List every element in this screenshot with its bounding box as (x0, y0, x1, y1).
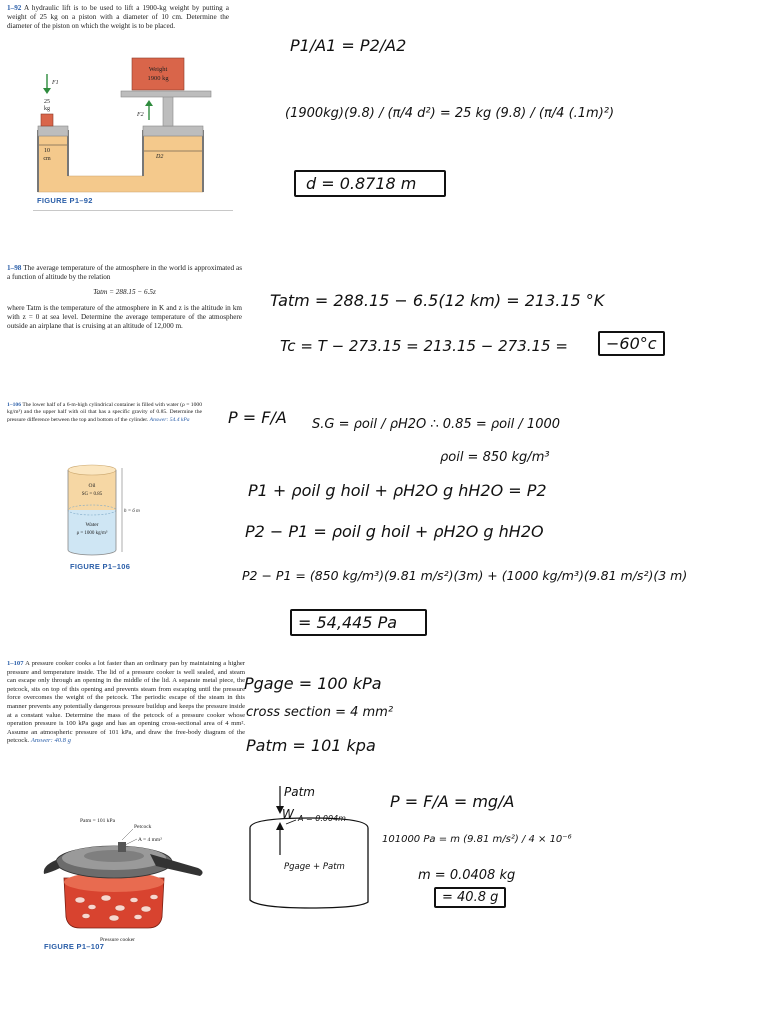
area-label: A = 4 mm² (138, 837, 162, 843)
water-label: Water (85, 522, 99, 528)
problem-number: 1–107 (7, 660, 24, 667)
petcock-label: Petcock (134, 824, 152, 830)
hw-fbd-patm: Patm (284, 785, 315, 799)
weight-mass: 1900 kg (147, 75, 169, 82)
small-weight (41, 114, 53, 126)
small-mass-value: 25 (44, 99, 50, 105)
d1-value: 10 (44, 148, 50, 154)
oil-sg: SG = 0.85 (81, 492, 103, 497)
hw-cross-section: cross section = 4 mm² (246, 705, 394, 720)
problem-statement: A hydraulic lift is to be used to lift a 1900-kg weight by putting a weight of 25 kg on a piston with a diameter of 10 cm. Determine the diameter of the piston on which the weight is to be placed. (7, 4, 229, 31)
problem-statement: The average temperature of the atmosphere in the world is approximated as a function of altitude by the relation (7, 264, 242, 282)
weight-label: Weight (148, 66, 168, 73)
answer-box: d = 0.8718 m (294, 170, 446, 197)
hw-substitution: (1900kg)(9.8) / (π/4 d²) = 25 kg (9.8) / (π/4 (.1m)²) (285, 106, 615, 121)
hw-fbd-area: A = 0.004m (298, 814, 346, 823)
problem-1-92-text (7, 4, 229, 32)
problem-statement: The lower half of a 6-m-high cylindrical container is filled with water (ρ = 1000 kg/m³) and the upper half with oil that has a specific gravity of 0.85. Determine the pressure difference between the top and bottom of the cylinder. (7, 402, 202, 423)
height-label: h = 6 m (124, 509, 140, 514)
hw-difference: P2 − P1 = ρoil g hoil + ρH2O g hH2O (245, 522, 544, 541)
cylinder-figure (60, 462, 170, 562)
problem-number: 1–98 (7, 264, 22, 272)
problem-1-106-text (7, 402, 202, 424)
d2-label: D2 (156, 154, 164, 160)
hw-rho-oil: ρoil = 850 kg/m³ (440, 450, 550, 465)
problem-equation: Tatm = 288.15 − 6.5z (93, 288, 156, 297)
free-body-diagram (240, 780, 380, 915)
figure-caption: FIGURE P1–106 (70, 562, 131, 571)
water-rho: ρ = 1000 kg/m³ (76, 531, 108, 536)
problem-number: 1–106 (7, 402, 21, 408)
hw-substituted: P2 − P1 = (850 kg/m³)(9.81 m/s²)(3m) + (1000 kg/m³)(9.81 m/s²)(3 m) (242, 568, 688, 583)
oil-label: Oil (88, 483, 96, 489)
hw-pgage: Pgage = 100 kPa (244, 674, 382, 693)
hw-patm: Patm = 101 kpa (246, 736, 376, 755)
hw-answer-pressure (290, 613, 427, 632)
pressure-cooker-figure (30, 812, 230, 947)
figure-caption: FIGURE P1–92 (37, 196, 93, 205)
hw-pressure-equality: P1/A1 = P2/A2 (290, 36, 407, 55)
answer-box: −60°c (598, 331, 665, 356)
small-mass-unit: kg (44, 106, 50, 112)
hw-hydrostatic: P1 + ρoil g hoil + ρH2O g hH2O = P2 (248, 481, 547, 500)
hw-tatm: Tatm = 288.15 − 6.5(12 km) = 213.15 °K (270, 291, 605, 310)
patm-label: Patm = 101 kPa (80, 818, 116, 824)
problem-answer: Answer: 40.8 g (30, 737, 71, 745)
answer-box: = 54,445 Pa (290, 609, 427, 636)
hw-fbd-pressure: Pgage + Patm (284, 862, 345, 872)
hw-sg: S.G = ρoil / ρH2O ∴ 0.85 = ρoil / 1000 (312, 417, 561, 432)
hw-p-f-a: P = F/A (228, 408, 287, 427)
big-weight (132, 58, 184, 90)
hw-mass-kg: m = 0.0408 kg (418, 868, 516, 883)
problem-answer: Answer: 54.4 kPa (149, 416, 190, 423)
figure-divider (33, 210, 233, 211)
problem-1-98-text (7, 264, 242, 331)
answer-box: = 40.8 g (434, 887, 506, 908)
f2-label: F2 (137, 112, 144, 118)
hw-p-mg-a: P = F/A = mg/A (390, 792, 515, 811)
hydraulic-lift-figure (28, 54, 233, 194)
problem-1-107-text (7, 660, 245, 746)
problem-statement-cont: where Tatm is the temperature of the atmosphere in K and z is the altitude in km with z = 0 at sea level. Determine the average temperature of the atmosphere outside an airplane that is cruising at an altitude of 12,000 m. (7, 303, 242, 331)
problem-statement: A pressure cooker cooks a lot faster than an ordinary pan by maintaining a higher pressure and temperature inside. The lid of a pressure cooker is well sealed, and steam can escape only through an opening in the middle of the lid. A separate metal piece, the petcock, sits on top of this opening and prevents steam from escaping until the pressure force overcomes the weight of the petcock. The periodic escape of the steam in this manner prevents any potentially dangerous pressure buildup and keeps the pressure inside at a constant value. Determine the mass of the petcock of a pressure cooker whose operation pressure is 100 kPa gage and has an opening cross-sectional area of 4 mm². Assume an atmospheric pressure of 101 kPa, and draw the free-body diagram of the petcock. (7, 660, 245, 745)
problem-number: 1–92 (7, 4, 22, 12)
f1-label: F1 (52, 80, 59, 86)
hw-answer-mass (434, 890, 506, 905)
hw-fbd-weight: W (282, 807, 294, 821)
hw-tc: Tc = T − 273.15 = 213.15 − 273.15 = (280, 337, 568, 355)
hw-answer-diameter (294, 174, 446, 193)
hw-mass-eq: 101000 Pa = m (9.81 m/s²) / 4 × 10⁻⁶ (382, 834, 572, 845)
cooker-caption: Pressure cooker (100, 937, 135, 943)
figure-caption: FIGURE P1–107 (44, 942, 105, 951)
d1-unit: cm (43, 156, 51, 162)
hw-answer-temp (598, 334, 665, 353)
